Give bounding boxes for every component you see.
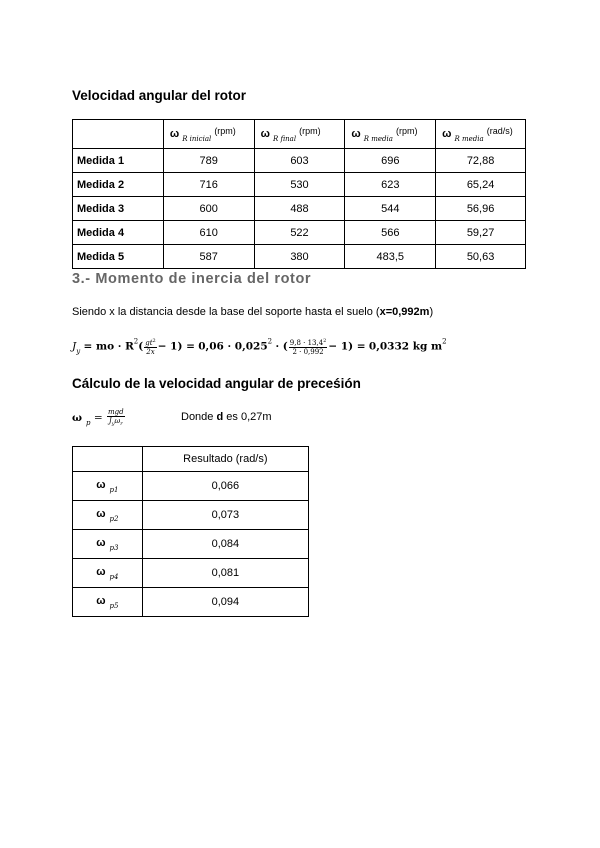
header-subscript: R media bbox=[454, 134, 484, 143]
header-subscript: R media bbox=[363, 134, 393, 143]
table-cell: 483,5 bbox=[345, 245, 436, 269]
row-subscript: p1 bbox=[109, 485, 119, 494]
table-cell: 566 bbox=[345, 221, 436, 245]
omega-symbol: ω bbox=[260, 127, 270, 140]
table-cell: 0,084 bbox=[142, 530, 308, 559]
row-label bbox=[73, 530, 143, 559]
table-cell: 789 bbox=[163, 149, 254, 173]
fraction-denominator: J bbox=[108, 417, 112, 425]
table-cell: 56,96 bbox=[436, 197, 526, 221]
formula-term: − 1) = bbox=[328, 340, 366, 353]
row-label bbox=[73, 472, 143, 501]
fraction-subscript: r bbox=[120, 421, 123, 427]
fraction-numerator: 9,8 · 13,4 bbox=[289, 339, 324, 347]
note-text-end: es 0,27m bbox=[223, 411, 272, 423]
table-row bbox=[73, 559, 309, 588]
omega-symbol: ω bbox=[96, 565, 106, 578]
table-cell: 587 bbox=[163, 245, 254, 269]
formula-term: − 1) = bbox=[157, 340, 195, 353]
table-cell: 603 bbox=[254, 149, 345, 173]
table-cell: 522 bbox=[254, 221, 345, 245]
row-label: Medida 3 bbox=[73, 197, 164, 221]
section-title-angular-velocity: Velocidad angular del rotor bbox=[72, 88, 247, 103]
table-row bbox=[73, 472, 309, 501]
row-label: Medida 2 bbox=[73, 173, 164, 197]
table-row bbox=[73, 221, 526, 245]
distance-note bbox=[181, 411, 272, 423]
fraction-numeric bbox=[289, 337, 328, 356]
table-cell: 610 bbox=[163, 221, 254, 245]
precession-formula bbox=[72, 408, 126, 428]
table-cell: 0,081 bbox=[142, 559, 308, 588]
table-cell: 696 bbox=[345, 149, 436, 173]
omega-symbol: ω bbox=[96, 478, 106, 491]
fraction-exponent: 2 bbox=[152, 338, 156, 344]
fraction-denominator: 2x bbox=[146, 348, 155, 356]
row-label bbox=[73, 501, 143, 530]
description-bold-value: x=0,992m bbox=[379, 306, 430, 318]
header-cell bbox=[163, 120, 254, 149]
table-row bbox=[73, 245, 526, 269]
fraction-subscript: y bbox=[111, 421, 115, 427]
empty-header-cell bbox=[73, 120, 164, 149]
table-row bbox=[73, 197, 526, 221]
formula-values: 0,06 · 0,025 bbox=[198, 340, 268, 353]
header-cell bbox=[345, 120, 436, 149]
header-unit: (rpm) bbox=[214, 125, 236, 136]
fraction-numerator: gt bbox=[145, 339, 153, 347]
formula-exponent: 2 bbox=[133, 337, 139, 346]
table-row bbox=[73, 501, 309, 530]
table-row bbox=[73, 173, 526, 197]
table-cell: 623 bbox=[345, 173, 436, 197]
distance-description bbox=[72, 306, 433, 318]
table-header-row bbox=[73, 120, 526, 149]
header-subscript: R final bbox=[272, 134, 297, 143]
table-cell: 716 bbox=[163, 173, 254, 197]
table-cell: 72,88 bbox=[436, 149, 526, 173]
formula-lhs-subscript: y bbox=[76, 347, 81, 356]
fraction-denominator: 2 · 0,992 bbox=[292, 348, 324, 356]
fraction-mgd bbox=[107, 408, 125, 428]
formula-omega: ω bbox=[72, 412, 82, 424]
formula-paren: ( bbox=[138, 340, 144, 353]
table-cell: 380 bbox=[254, 245, 345, 269]
section-title-moment-of-inertia: 3.- Momento de inercia del rotor bbox=[72, 271, 312, 287]
table-cell: 0,094 bbox=[142, 588, 308, 617]
header-unit: (rpm) bbox=[299, 125, 321, 136]
inertia-formula bbox=[72, 337, 447, 356]
table-header-row bbox=[73, 447, 309, 472]
table-cell: 0,066 bbox=[142, 472, 308, 501]
header-subscript: R inicial bbox=[182, 134, 212, 143]
omega-symbol: ω bbox=[351, 127, 361, 140]
header-unit: (rad/s) bbox=[486, 125, 513, 136]
omega-symbol: ω bbox=[169, 127, 180, 140]
description-text-end: ) bbox=[429, 306, 434, 318]
description-text: Siendo x la distancia desde la base del soporte hasta el suelo ( bbox=[72, 306, 380, 318]
row-label: Medida 1 bbox=[73, 149, 164, 173]
header-cell bbox=[254, 120, 345, 149]
fraction-numerator: mgd bbox=[107, 408, 124, 416]
row-subscript: p2 bbox=[109, 514, 119, 523]
omega-symbol: ω bbox=[442, 127, 452, 140]
formula-exponent: 2 bbox=[442, 337, 447, 346]
table-cell: 530 bbox=[254, 173, 345, 197]
header-unit: (rpm) bbox=[395, 125, 418, 136]
omega-symbol: ω bbox=[96, 507, 106, 520]
table-cell: 65,24 bbox=[436, 173, 526, 197]
note-bold: d bbox=[216, 411, 224, 423]
formula-result: 0,0332 kg m bbox=[368, 340, 443, 353]
fraction-gt2-over-2x bbox=[144, 337, 156, 356]
formula-term: = mo · R bbox=[83, 340, 134, 353]
precession-results-table bbox=[72, 446, 309, 617]
row-subscript: p3 bbox=[109, 543, 119, 552]
header-cell: Resultado (rad/s) bbox=[142, 447, 308, 472]
table-cell: 0,073 bbox=[142, 501, 308, 530]
table-cell: 544 bbox=[345, 197, 436, 221]
row-subscript: p4 bbox=[109, 572, 119, 581]
note-text: Donde bbox=[181, 411, 217, 423]
formula-lhs: J bbox=[72, 340, 77, 353]
table-row bbox=[73, 588, 309, 617]
table-row bbox=[73, 530, 309, 559]
omega-symbol: ω bbox=[96, 536, 106, 549]
formula-term: · ( bbox=[275, 340, 288, 353]
table-row bbox=[73, 149, 526, 173]
fraction-exponent: 2 bbox=[323, 338, 327, 344]
omega-symbol: ω bbox=[96, 594, 106, 607]
formula-lhs-subscript: p bbox=[86, 419, 91, 427]
row-label: Medida 4 bbox=[73, 221, 164, 245]
formula-equals: = bbox=[93, 412, 103, 424]
fraction-denominator-omega: ω bbox=[114, 417, 121, 425]
table-cell: 488 bbox=[254, 197, 345, 221]
row-label bbox=[73, 559, 143, 588]
rotor-velocity-table bbox=[72, 119, 526, 269]
header-cell bbox=[436, 120, 526, 149]
section-title-precession: Cálculo de la velocidad angular de preceśión bbox=[72, 376, 361, 391]
row-subscript: p5 bbox=[109, 601, 119, 610]
table-cell: 59,27 bbox=[436, 221, 526, 245]
row-label bbox=[73, 588, 143, 617]
empty-header-cell bbox=[73, 447, 143, 472]
formula-exponent: 2 bbox=[267, 337, 273, 346]
table-cell: 600 bbox=[163, 197, 254, 221]
row-label: Medida 5 bbox=[73, 245, 164, 269]
table-cell: 50,63 bbox=[436, 245, 526, 269]
